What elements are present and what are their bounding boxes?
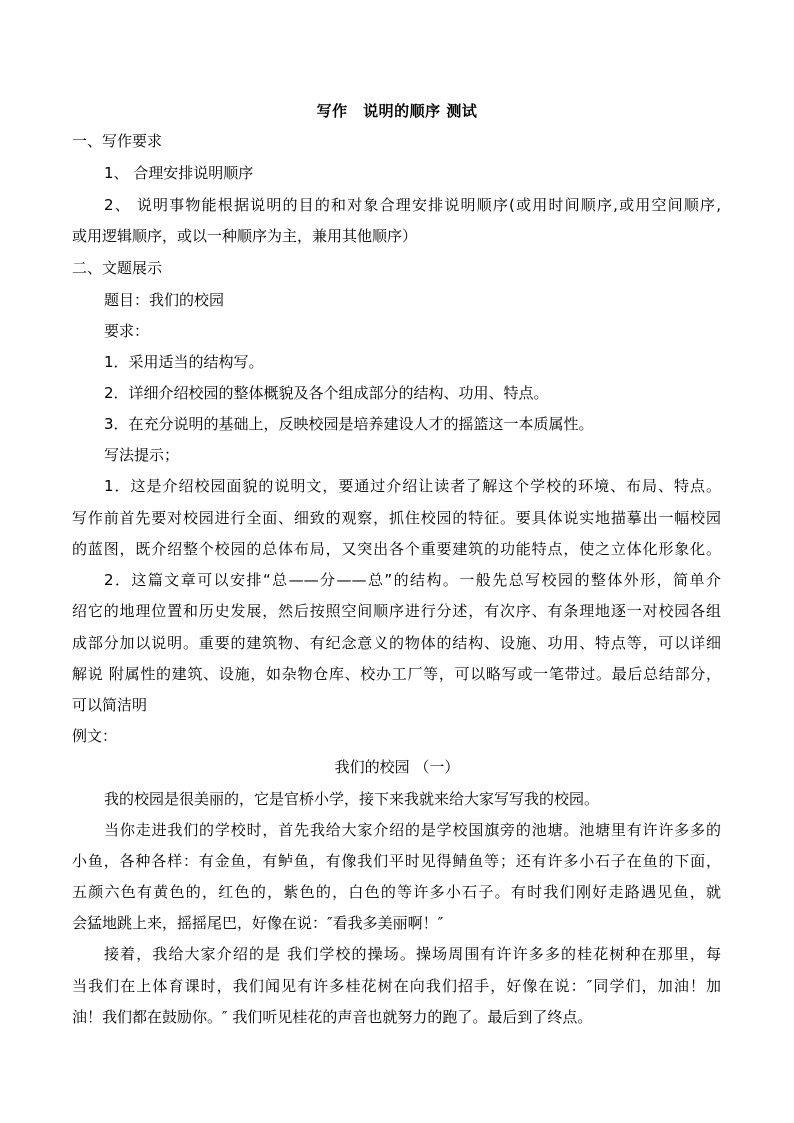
requirement-item-2-line-1: 2、 说明事物能根据说明的目的和对象合理安排说明顺序(或用时间顺序,或用空间顺序,	[104, 196, 721, 214]
requirements-label: 要求：	[104, 322, 150, 340]
example-paragraph-1: 我的校园是很美丽的，它是官桥小学，接下来我就来给大家写写我的校园。	[104, 790, 600, 808]
tip-2-line-5: 可以简洁明	[72, 696, 148, 714]
tip-2-line-4: 解说 附属性的建筑、设施，如杂物仓库、校办工厂等，可以略写或一笔带过。最后总结部分，	[72, 665, 721, 683]
tips-label: 写法提示；	[104, 446, 180, 464]
example-label: 例文：	[72, 727, 118, 745]
tip-1-line-3: 的蓝图，既介绍整个校园的总体布局，又突出各个重要建筑的功能特点，使之立体化形象化。	[72, 540, 721, 558]
section-heading-writing-requirements: 一、写作要求	[72, 132, 163, 150]
requirement-item-2-line-2: 或用逻辑顺序，或以一种顺序为主，兼用其他顺序）	[72, 227, 418, 245]
requirement-1: 1．采用适当的结构写。	[104, 353, 264, 371]
tip-2-line-2: 绍它的地理位置和历史发展，然后按照空间顺序进行分述，有次序、有条理地逐一对校园各组	[72, 602, 721, 620]
document-title: 写作 说明的顺序 测试	[316, 102, 478, 120]
example-paragraph-3-line-1: 接着，我给大家介绍的是 我们学校的操场。操场周围有许许多多的桂花树种在那里，每	[104, 945, 721, 963]
requirement-2: 2．详细介绍校园的整体概貌及各个组成部分的结构、功用、特点。	[104, 384, 549, 402]
example-paragraph-3-line-2: 当我们在上体育课时，我们闻见有许多桂花树在向我们招手，好像在说：″同学们，加油！加	[72, 977, 721, 995]
example-paragraph-2-line-4: 会猛地跳上来，摇摇尾巴，好像在说：″看我多美丽啊！″	[72, 914, 444, 932]
requirement-item-1: 1、 合理安排说明顺序	[104, 164, 254, 182]
tip-1-line-2: 写作前首先要对校园进行全面、细致的观察，抓住校园的特征。要具体说实地描摹出一幅校园	[72, 509, 721, 527]
section-heading-topic-display: 二、文题展示	[72, 259, 163, 277]
example-paragraph-2-line-3: 五颜六色有黄色的，红色的，紫色的，白色的等许多小石子。有时我们刚好走路遇见鱼，就	[72, 883, 721, 901]
tip-1-line-1: 1．这是介绍校园面貌的说明文，要通过介绍让读者了解这个学校的环境、布局、特点。	[104, 477, 721, 495]
example-title: 我们的校园 （一）	[334, 758, 460, 776]
tip-2-line-1: 2．这篇文章可以安排“总——分——总”的结构。一般先总写校园的整体外形，简单介	[104, 571, 721, 589]
example-paragraph-2-line-1: 当你走进我们的学校时，首先我给大家介绍的是学校国旗旁的池塘。池塘里有许许多多的	[104, 821, 721, 839]
topic-title: 题目：我们的校园	[104, 291, 225, 309]
tip-2-line-3: 成部分加以说明。重要的建筑物、有纪念意义的物体的结构、设施、功用、特点等，可以详细	[72, 634, 721, 652]
example-paragraph-2-line-2: 小鱼，各种各样：有金鱼，有鲈鱼，有像我们平时见得鲭鱼等；还有许多小石子在鱼的下面，	[72, 852, 721, 870]
requirement-3: 3．在充分说明的基础上，反映校园是培养建设人才的摇篮这一本质属性。	[104, 415, 594, 433]
example-paragraph-3-line-3: 油！我们都在鼓励你。″ 我们听见桂花的声音也就努力的跑了。最后到了终点。	[72, 1008, 593, 1026]
